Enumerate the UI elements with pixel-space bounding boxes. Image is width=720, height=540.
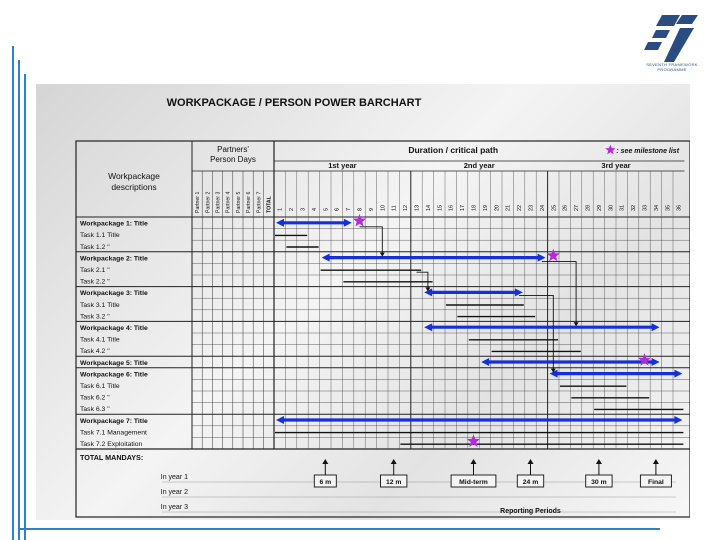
partner-col-label: Partner 3 bbox=[215, 191, 222, 213]
wp-bar-start-arrow bbox=[424, 323, 432, 331]
logo-text bbox=[632, 62, 712, 72]
month-label: 13 bbox=[414, 204, 421, 211]
reporting-arrow-head bbox=[653, 459, 659, 464]
workpackage-label: Workpackage 5: Title bbox=[80, 359, 148, 367]
month-label: 17 bbox=[460, 204, 467, 211]
milestone-star-3 bbox=[638, 353, 651, 366]
chart-grid bbox=[76, 141, 690, 517]
month-label: 6 bbox=[334, 207, 341, 211]
task-label: Task 1.1 Title bbox=[80, 232, 120, 240]
total-mandays-label: TOTAL MANDAYS: bbox=[80, 453, 144, 462]
logo-text-line2: PROGRAMME bbox=[657, 67, 687, 72]
year-total-label: In year 1 bbox=[160, 474, 188, 481]
milestone-star-2 bbox=[547, 249, 560, 262]
reporting-arrow-head bbox=[528, 459, 534, 464]
month-label: 21 bbox=[505, 204, 512, 211]
task-label: Task 2.1 " bbox=[80, 267, 110, 274]
workpackage-label: Workpackage 6: Title bbox=[80, 371, 148, 379]
month-label: 18 bbox=[471, 204, 478, 211]
task-label: Task 4.2 " bbox=[80, 348, 110, 356]
year-total-label: In year 3 bbox=[160, 504, 188, 511]
wp-bar-end-arrow bbox=[652, 323, 660, 331]
decorative-vertical-line-3 bbox=[24, 74, 26, 540]
month-label: 22 bbox=[517, 204, 524, 211]
month-label: 7 bbox=[346, 207, 353, 211]
month-label: 14 bbox=[425, 204, 432, 211]
month-label: 31 bbox=[619, 204, 626, 211]
month-label: 16 bbox=[448, 204, 455, 211]
month-label: 34 bbox=[653, 204, 660, 211]
month-label: 33 bbox=[642, 204, 649, 211]
task-label: Task 2.2 " bbox=[80, 278, 110, 286]
month-label: 10 bbox=[380, 204, 387, 211]
month-label: 9 bbox=[368, 207, 375, 211]
month-label: 4 bbox=[311, 207, 318, 211]
chart-frame bbox=[76, 141, 690, 517]
partner-col-label: Partner 7 bbox=[256, 191, 263, 213]
month-label: 26 bbox=[562, 204, 569, 211]
workpackage-label: Workpackage 4: Title bbox=[80, 325, 148, 332]
task-label: Task 6.1 Title bbox=[80, 383, 120, 390]
partner-col-label: Partner 6 bbox=[246, 191, 253, 213]
barchart-svg bbox=[36, 84, 690, 520]
task-label: Task 7.2 Exploitation bbox=[80, 441, 143, 448]
partners-header: Person Days bbox=[210, 155, 256, 164]
partner-col-label: Partner 4 bbox=[225, 191, 232, 213]
barchart-slide bbox=[36, 84, 690, 520]
month-label: 25 bbox=[551, 204, 558, 211]
partner-col-label: Partner 5 bbox=[235, 191, 242, 213]
reporting-period-label: Mid-term bbox=[459, 479, 488, 486]
wp-bar-end-arrow bbox=[652, 358, 660, 366]
wp-bar-start-arrow bbox=[481, 358, 489, 366]
partner-col-label: Partner 2 bbox=[205, 191, 212, 213]
year-label: 3rd year bbox=[601, 161, 631, 170]
chart-headers bbox=[108, 145, 683, 214]
milestone-note: : see milestone list bbox=[616, 148, 680, 155]
reporting-arrow-head bbox=[391, 459, 397, 464]
reporting-period-label: 12 m bbox=[385, 479, 402, 486]
task-label: Task 6.3 " bbox=[80, 406, 110, 414]
month-label: 36 bbox=[676, 204, 683, 211]
wp-bar-end-arrow bbox=[674, 370, 682, 378]
wp-descriptions-header: Workpackage bbox=[108, 171, 160, 181]
chart-bottom bbox=[80, 453, 676, 515]
month-label: 30 bbox=[608, 204, 615, 211]
month-label: 28 bbox=[585, 204, 592, 211]
year-total-label: In year 2 bbox=[160, 489, 188, 496]
wp-bar-end-arrow bbox=[344, 219, 352, 227]
reporting-arrow-head bbox=[322, 459, 328, 464]
milestone-star-1 bbox=[353, 214, 366, 227]
month-label: 23 bbox=[528, 204, 535, 211]
chart-title: WORKPACKAGE / PERSON POWER BARCHART bbox=[166, 97, 422, 109]
month-label: 2 bbox=[289, 207, 296, 211]
decorative-vertical-line-2 bbox=[18, 60, 20, 540]
month-label: 32 bbox=[631, 204, 638, 211]
workpackage-label: Workpackage 2: Title bbox=[80, 255, 148, 263]
wp-bar-start-arrow bbox=[322, 254, 330, 262]
reporting-periods-label: Reporting Periods bbox=[500, 508, 561, 515]
reporting-period-label: 30 m bbox=[591, 479, 607, 486]
month-label: 29 bbox=[596, 204, 603, 211]
task-label: Task 3.1 Title bbox=[80, 301, 120, 309]
reporting-period-label: Final bbox=[647, 479, 664, 486]
wp-descriptions-header: descriptions bbox=[111, 182, 157, 192]
duration-header: Duration / critical path bbox=[408, 145, 499, 155]
reporting-arrow-head bbox=[471, 459, 477, 464]
month-label: 15 bbox=[437, 204, 444, 211]
workpackage-label: Workpackage 1: Title bbox=[80, 220, 148, 228]
month-label: 19 bbox=[482, 204, 489, 211]
wp-bar-start-arrow bbox=[276, 416, 284, 424]
month-label: 24 bbox=[539, 204, 546, 211]
month-label: 1 bbox=[277, 207, 284, 211]
month-label: 3 bbox=[300, 207, 307, 211]
decorative-vertical-line-1 bbox=[12, 46, 14, 540]
critical-path-link-1 bbox=[360, 227, 383, 255]
decorative-horizontal-line bbox=[20, 528, 660, 530]
task-label: Task 1.2 " bbox=[80, 243, 110, 251]
month-label: 11 bbox=[391, 205, 398, 211]
reporting-arrow-head bbox=[596, 459, 602, 464]
year-label: 1st year bbox=[328, 161, 357, 170]
wp-bar-end-arrow bbox=[674, 416, 682, 424]
wp-bar-end-arrow bbox=[538, 254, 546, 262]
task-label: Task 6.2 " bbox=[80, 394, 110, 402]
task-label: Task 4.1 Title bbox=[80, 336, 120, 344]
partners-header: Partners' bbox=[217, 145, 249, 154]
wp-bar-start-arrow bbox=[276, 219, 284, 227]
month-label: 27 bbox=[574, 204, 581, 211]
reporting-period-label: 24 m bbox=[522, 479, 539, 486]
logo-text-line1: SEVENTH FRAMEWORK bbox=[646, 62, 698, 67]
milestone-star-4 bbox=[467, 434, 480, 447]
chart-background bbox=[76, 87, 690, 517]
year-label: 2nd year bbox=[463, 161, 495, 170]
month-label: 12 bbox=[403, 204, 410, 211]
partner-col-label: Partner 1 bbox=[195, 191, 202, 213]
milestone-legend-icon bbox=[605, 145, 615, 155]
month-label: 8 bbox=[357, 207, 364, 211]
task-label: Task 7.1 Management bbox=[80, 429, 147, 437]
month-label: 5 bbox=[323, 207, 330, 211]
workpackage-label: Workpackage 7: Title bbox=[80, 417, 148, 425]
task-label: Task 3.2 " bbox=[80, 313, 110, 321]
partner-col-label: TOTAL bbox=[266, 196, 273, 213]
month-label: 35 bbox=[665, 204, 672, 211]
workpackage-label: Workpackage 3: Title bbox=[80, 290, 148, 298]
reporting-period-label: 6 m bbox=[319, 479, 332, 486]
month-label: 20 bbox=[494, 204, 501, 211]
